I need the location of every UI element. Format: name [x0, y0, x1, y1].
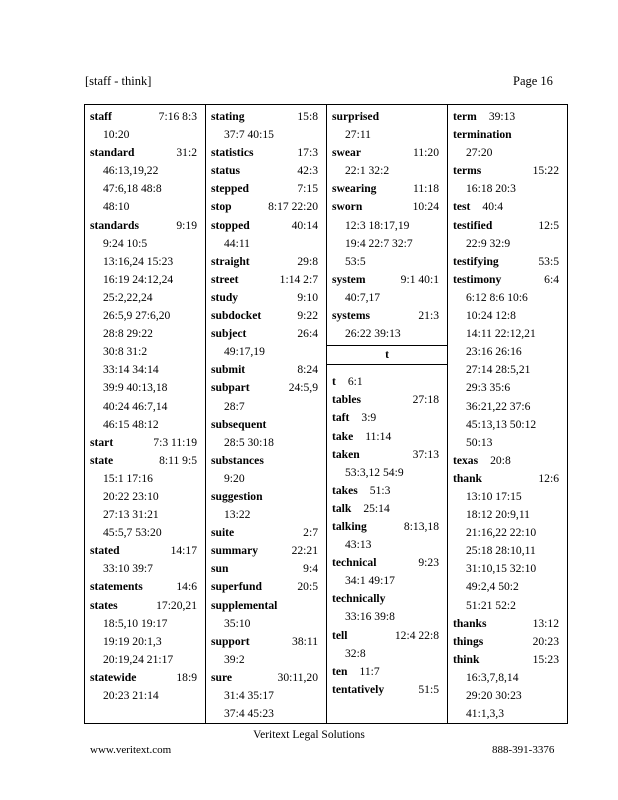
index-term: surprised — [332, 110, 380, 123]
index-entry — [211, 524, 326, 542]
index-entry — [211, 416, 326, 452]
page-line-refs: 28:7 — [224, 399, 245, 413]
page-line-refs: 25:14 — [363, 501, 390, 515]
index-entry — [211, 542, 326, 560]
index-entry — [332, 518, 447, 554]
index-entry — [453, 271, 567, 452]
page-line-refs: 53:5 — [538, 254, 559, 268]
page-line-refs: 41:1,3,3 — [466, 707, 505, 721]
index-entry — [211, 361, 326, 379]
index-entry — [211, 669, 326, 723]
page-line-refs: 11:14 — [365, 429, 392, 443]
index-entry — [211, 180, 326, 198]
index-entry — [90, 144, 205, 216]
index-term: technically — [332, 592, 386, 606]
index-entry — [90, 217, 205, 434]
page-line-refs: 7:16 8:3 — [158, 110, 197, 123]
page-line-refs: 37:4 45:23 — [224, 707, 274, 721]
page-line-refs: 43:13 — [345, 538, 372, 552]
index-entry — [332, 391, 447, 409]
index-column-3 — [327, 105, 448, 723]
index-entry — [211, 253, 326, 271]
index-entry — [211, 307, 326, 325]
page-line-refs: 11:7 — [359, 664, 380, 678]
index-column-4 — [448, 105, 567, 723]
index-entry — [332, 627, 447, 663]
index-entry — [90, 597, 205, 669]
index-entry — [211, 271, 326, 289]
page-line-refs: 1:14 2:7 — [279, 272, 318, 286]
page-line-refs: 45:5,7 53:20 — [103, 526, 162, 540]
index-term: standard — [90, 146, 135, 160]
page-line-refs: 13:16,24 15:23 — [103, 254, 174, 268]
index-term: states — [90, 598, 118, 612]
index-term: term — [453, 110, 477, 123]
index-term: tables — [332, 393, 361, 407]
page-line-refs: 7:15 — [297, 182, 318, 196]
index-table — [84, 104, 568, 724]
index-term: superfund — [211, 580, 262, 594]
index-term: standards — [90, 218, 139, 232]
page-line-refs: 9:4 — [303, 562, 318, 576]
index-entry — [332, 590, 447, 626]
page-line-refs: 14:6 — [176, 580, 197, 594]
index-term: subdocket — [211, 309, 262, 323]
page-line-refs: 49:17,19 — [224, 345, 265, 359]
index-entry — [332, 108, 447, 144]
index-entry — [211, 162, 326, 180]
page-line-refs: 6:4 — [544, 272, 559, 286]
index-term: stating — [211, 110, 245, 123]
index-entry — [453, 253, 567, 271]
index-entry — [332, 271, 447, 307]
page-line-refs: 30:8 31:2 — [103, 345, 148, 359]
index-entry — [211, 560, 326, 578]
index-entry — [211, 108, 326, 144]
index-term: status — [211, 164, 240, 178]
page-line-refs: 25:18 28:10,11 — [466, 544, 536, 558]
index-term: taken — [332, 447, 360, 461]
index-term: subpart — [211, 381, 250, 395]
index-entry — [90, 578, 205, 596]
page-line-refs: 21:16,22 22:10 — [466, 526, 537, 540]
index-entry — [332, 307, 447, 343]
index-entry — [453, 651, 567, 723]
index-term: study — [211, 290, 239, 304]
index-entry — [453, 633, 567, 651]
index-term: systems — [332, 309, 370, 323]
index-entry — [90, 452, 205, 542]
index-term: terms — [453, 164, 482, 178]
page-line-refs: 49:2,4 50:2 — [466, 580, 519, 594]
index-term: take — [332, 429, 354, 443]
index-term: texas — [453, 453, 479, 467]
index-entry — [453, 162, 567, 198]
index-term: think — [453, 652, 480, 666]
page-line-refs: 51:5 — [418, 682, 439, 696]
index-term: suite — [211, 526, 235, 540]
index-term: talking — [332, 519, 367, 533]
page-line-refs: 9:23 — [418, 556, 439, 570]
index-entry — [332, 144, 447, 180]
index-entry — [211, 198, 326, 216]
index-term: stopped — [211, 218, 250, 232]
index-entry — [211, 488, 326, 524]
index-entry — [332, 500, 447, 518]
index-entry — [332, 663, 447, 681]
index-entry — [211, 289, 326, 307]
index-entry — [453, 198, 567, 216]
index-term: support — [211, 634, 250, 648]
page-line-refs: 16:3,7,8,14 — [466, 670, 519, 684]
page-line-refs: 36:21,22 37:6 — [466, 399, 531, 413]
page-line-refs: 7:3 11:19 — [153, 435, 197, 449]
section-letter: t — [385, 348, 389, 362]
page-line-refs: 15:22 — [532, 164, 559, 178]
page-line-refs: 20:22 23:10 — [103, 489, 159, 503]
index-entry — [90, 669, 205, 705]
page-line-refs: 47:6,18 48:8 — [103, 182, 162, 196]
index-entry — [211, 144, 326, 162]
index-entry — [332, 554, 447, 590]
page-line-refs: 53:5 — [345, 254, 366, 268]
page-line-refs: 9:20 — [224, 471, 245, 485]
footer-website[interactable]: www.veritext.com — [90, 744, 172, 756]
index-entry — [332, 428, 447, 446]
index-term: termination — [453, 128, 512, 142]
index-entry — [453, 452, 567, 470]
page-line-refs: 40:7,17 — [345, 290, 381, 304]
page-line-refs: 16:18 20:3 — [466, 182, 516, 196]
page-line-refs: 33:10 39:7 — [103, 562, 153, 576]
index-term: t — [332, 375, 336, 389]
page-line-refs: 20:23 — [532, 634, 559, 648]
page-line-refs: 33:16 39:8 — [345, 610, 395, 624]
index-term: staff — [90, 110, 112, 123]
index-term: talk — [332, 501, 352, 515]
header-range: [staff - think] — [85, 74, 152, 88]
page-line-refs: 29:8 — [297, 254, 318, 268]
page-line-refs: 10:20 — [103, 128, 130, 142]
page-line-refs: 45:13,13 50:12 — [466, 417, 537, 431]
page-line-refs: 13:10 17:15 — [466, 489, 522, 503]
page-line-refs: 2:7 — [303, 526, 318, 540]
page-line-refs: 13:12 — [532, 616, 559, 630]
page-line-refs: 53:3,12 54:9 — [345, 465, 404, 479]
index-term: testimony — [453, 272, 502, 286]
page-line-refs: 8:13,18 — [403, 519, 439, 533]
page-line-refs: 25:2,22,24 — [103, 290, 153, 304]
index-entry — [332, 409, 447, 427]
page-line-refs: 50:13 — [466, 435, 493, 449]
page-line-refs: 9:19 — [176, 218, 197, 232]
page-line-refs: 15:1 17:16 — [103, 471, 153, 485]
page-line-refs: 30:11,20 — [277, 670, 318, 684]
index-entry — [453, 108, 567, 126]
page-line-refs: 12:5 — [538, 218, 559, 232]
page-line-refs: 12:4 22:8 — [394, 628, 439, 642]
page-line-refs: 17:20,21 — [156, 598, 197, 612]
index-entry — [211, 325, 326, 361]
page-line-refs: 40:14 — [291, 218, 318, 232]
page-line-refs: 39:9 40:13,18 — [103, 381, 168, 395]
page-line-refs: 40:4 — [482, 200, 504, 214]
page-line-refs: 44:11 — [224, 236, 250, 250]
page-line-refs: 6:1 — [347, 375, 363, 389]
index-term: state — [90, 453, 114, 467]
page-line-refs: 51:3 — [369, 483, 391, 497]
page-line-refs: 51:21 52:2 — [466, 598, 516, 612]
index-entry — [90, 542, 205, 578]
index-entry — [453, 217, 567, 253]
page-line-refs: 17:3 — [297, 146, 318, 160]
footer-phone: 888-391-3376 — [492, 744, 555, 756]
index-term: sworn — [332, 200, 363, 214]
index-term: summary — [211, 544, 259, 558]
index-term: statistics — [211, 146, 254, 160]
page-line-refs: 23:16 26:16 — [466, 345, 522, 359]
index-entry — [453, 470, 567, 615]
page-number: Page 16 — [513, 74, 553, 88]
index-term: system — [332, 272, 366, 286]
page-line-refs: 39:13 — [488, 110, 516, 123]
page-line-refs: 3:9 — [361, 411, 377, 425]
index-term: stepped — [211, 182, 250, 196]
page-line-refs: 11:18 — [413, 182, 439, 196]
index-entry — [211, 452, 326, 488]
index-entry — [332, 198, 447, 270]
page-line-refs: 37:7 40:15 — [224, 128, 274, 142]
page-line-refs: 37:13 — [412, 447, 439, 461]
page-line-refs: 34:1 49:17 — [345, 574, 395, 588]
index-entry — [211, 578, 326, 596]
index-term: street — [211, 272, 239, 286]
page-line-refs: 48:10 — [103, 200, 130, 214]
index-entry — [211, 379, 326, 415]
page-line-refs: 26:5,9 27:6,20 — [103, 309, 171, 323]
page-line-refs: 11:20 — [413, 146, 439, 160]
index-term: taft — [332, 411, 350, 425]
page-line-refs: 18:5,10 19:17 — [103, 616, 168, 630]
index-term: stated — [90, 544, 120, 558]
page-line-refs: 20:8 — [490, 453, 511, 467]
index-entry — [332, 373, 447, 391]
page-line-refs: 27:11 — [345, 128, 371, 142]
index-term: start — [90, 435, 114, 449]
page-line-refs: 6:12 8:6 10:6 — [466, 290, 528, 304]
page-line-refs: 13:22 — [224, 508, 251, 522]
page-line-refs: 20:23 21:14 — [103, 689, 159, 702]
page-line-refs: 20:5 — [297, 580, 318, 594]
page-line-refs: 22:9 32:9 — [466, 236, 511, 250]
page-line-refs: 15:23 — [532, 652, 559, 666]
page-line-refs: 39:2 — [224, 652, 245, 666]
page-line-refs: 26:4 — [297, 327, 318, 341]
page-line-refs: 46:13,19,22 — [103, 164, 159, 178]
index-entry — [453, 126, 567, 162]
page-line-refs: 31:10,15 32:10 — [466, 562, 537, 576]
index-term: tentatively — [332, 682, 385, 696]
page-line-refs: 33:14 34:14 — [103, 363, 159, 377]
page-line-refs: 8:11 9:5 — [159, 453, 197, 467]
page-line-refs: 27:13 31:21 — [103, 508, 159, 522]
index-term: thank — [453, 471, 483, 485]
page-line-refs: 22:1 32:2 — [345, 164, 390, 178]
index-column-2 — [206, 105, 327, 723]
page-line-refs: 46:15 48:12 — [103, 417, 159, 431]
page-line-refs: 10:24 — [412, 200, 439, 214]
page-line-refs: 31:2 — [176, 146, 197, 160]
page-line-refs: 28:5 30:18 — [224, 435, 274, 449]
page-line-refs: 12:3 18:17,19 — [345, 218, 410, 232]
index-term: swear — [332, 146, 361, 160]
page-line-refs: 14:17 — [170, 544, 197, 558]
index-term: thanks — [453, 616, 487, 630]
page-line-refs: 27:14 28:5,21 — [466, 363, 531, 377]
index-term: things — [453, 634, 484, 648]
page-line-refs: 20:19,24 21:17 — [103, 652, 174, 666]
page-line-refs: 28:8 29:22 — [103, 327, 153, 341]
index-term: technical — [332, 556, 377, 570]
index-term: swearing — [332, 182, 377, 196]
page-line-refs: 42:3 — [297, 164, 318, 178]
page-line-refs: 32:8 — [345, 646, 366, 660]
page-line-refs: 9:24 10:5 — [103, 236, 148, 250]
index-entry — [211, 217, 326, 253]
page-line-refs: 38:11 — [292, 634, 318, 648]
index-term: subject — [211, 327, 247, 341]
page-line-refs: 26:22 39:13 — [345, 327, 401, 341]
page-line-refs: 8:17 22:20 — [268, 200, 318, 214]
footer-company: Veritext Legal Solutions — [253, 729, 365, 741]
index-entry — [332, 180, 447, 198]
index-term: test — [453, 200, 471, 214]
page-line-refs: 9:1 40:1 — [400, 272, 439, 286]
index-term: statewide — [90, 670, 137, 684]
index-term: testifying — [453, 254, 499, 268]
page-line-refs: 15:8 — [297, 110, 318, 123]
page-line-refs: 27:18 — [412, 393, 439, 407]
index-term: sure — [211, 670, 233, 684]
index-term: takes — [332, 483, 358, 497]
page-line-refs: 18:9 — [176, 670, 197, 684]
index-term: straight — [211, 254, 250, 268]
index-term: stop — [211, 200, 232, 214]
index-column-1 — [85, 105, 206, 723]
page-line-refs: 16:19 24:12,24 — [103, 272, 174, 286]
page-line-refs: 40:24 46:7,14 — [103, 399, 168, 413]
index-term: ten — [332, 664, 348, 678]
index-entry — [453, 615, 567, 633]
index-term: substances — [211, 453, 264, 467]
page-line-refs: 12:6 — [538, 471, 559, 485]
index-term: suggestion — [211, 489, 263, 503]
page-line-refs: 29:3 35:6 — [466, 381, 511, 395]
page-line-refs: 24:5,9 — [288, 381, 318, 395]
page-line-refs: 29:20 30:23 — [466, 689, 522, 702]
index-term: testified — [453, 218, 493, 232]
index-entry — [332, 681, 447, 699]
index-term: submit — [211, 363, 246, 377]
page-line-refs: 9:22 — [297, 309, 318, 323]
page-line-refs: 14:11 22:12,21 — [466, 327, 536, 341]
page-line-refs: 8:24 — [297, 363, 318, 377]
index-term: tell — [332, 628, 348, 642]
index-term: statements — [90, 580, 143, 594]
index-entry — [90, 434, 205, 452]
section-divider — [327, 345, 447, 365]
index-entry — [332, 446, 447, 482]
page-line-refs: 27:20 — [466, 146, 493, 160]
page-line-refs: 10:24 12:8 — [466, 309, 516, 323]
page-line-refs: 19:19 20:1,3 — [103, 634, 162, 648]
page-line-refs: 31:4 35:17 — [224, 689, 274, 702]
index-term: sun — [211, 562, 229, 576]
index-entry — [211, 633, 326, 669]
page-line-refs: 22:21 — [291, 544, 318, 558]
index-entry — [211, 597, 326, 633]
index-term: supplemental — [211, 598, 278, 612]
page-line-refs: 9:10 — [297, 290, 318, 304]
page-line-refs: 19:4 22:7 32:7 — [345, 236, 413, 250]
page-line-refs: 21:3 — [418, 309, 439, 323]
index-entry — [332, 482, 447, 500]
index-entry — [90, 108, 205, 144]
index-term: subsequent — [211, 417, 267, 431]
page-line-refs: 18:12 20:9,11 — [466, 508, 530, 522]
page-line-refs: 35:10 — [224, 616, 251, 630]
